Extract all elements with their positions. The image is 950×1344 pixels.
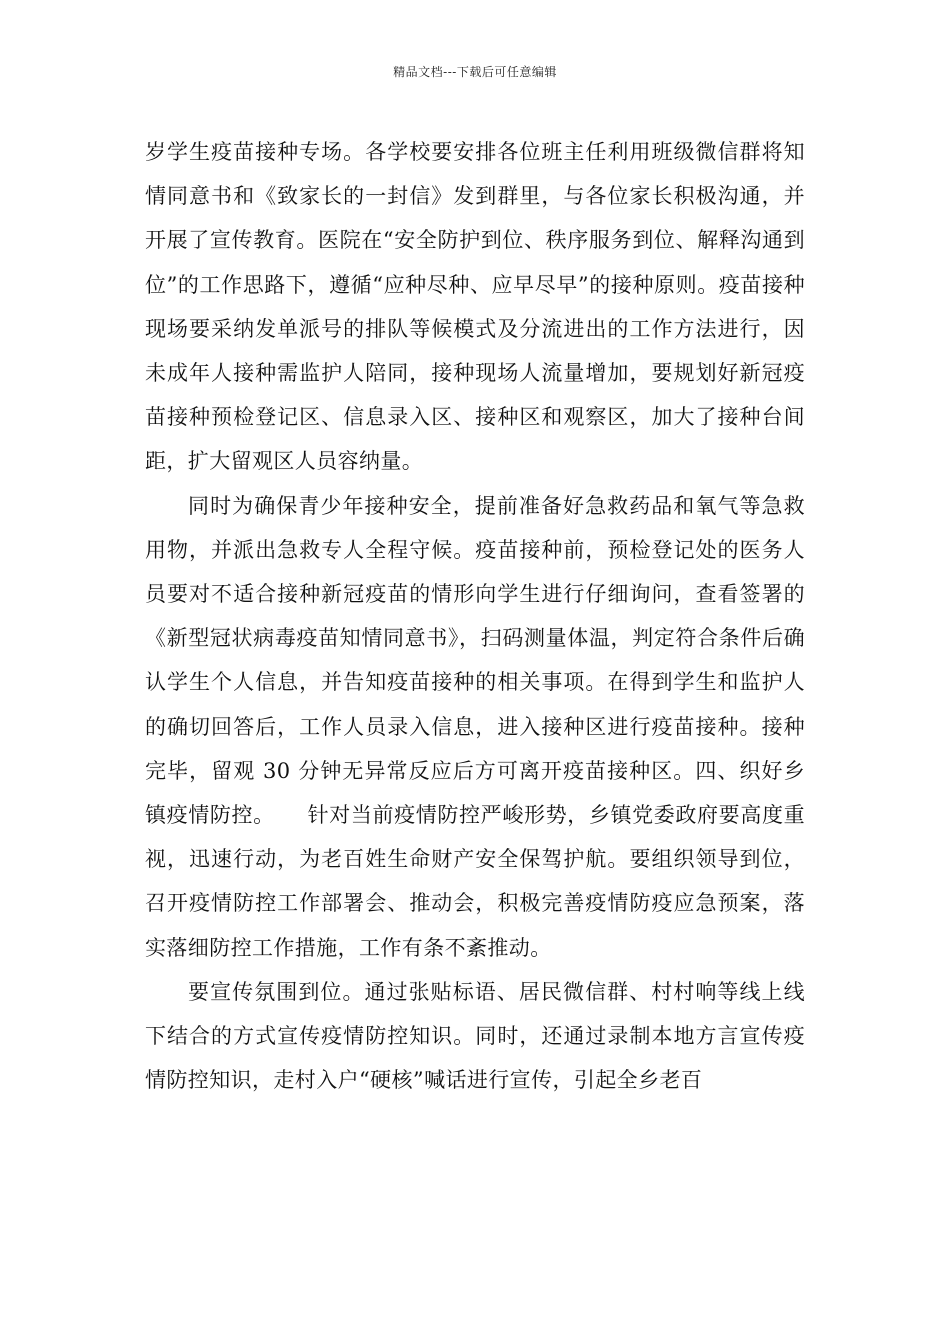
paragraph-3: 要宣传氛围到位。通过张贴标语、居民微信群、村村响等线上线下结合的方式宣传疫情防控知识。同时，还通过录制本地方言宣传疫情防控知识，走村入户“硬核”喊话进行宣传，引起全乡老百 (145, 979, 805, 1093)
document-body (145, 130, 805, 1102)
paragraph-2: 同时为确保青少年接种安全，提前准备好急救药品和氧气等急救用物，并派出急救专人全程守候。疫苗接种前，预检登记处的医务人员要对不适合接种新冠疫苗的情形向学生进行仔细询问，查看签署的《新型冠状病毒疫苗知情同意书》，扫码测量体温，判定符合条件后确认学生个人信息，并告知疫苗接种的相关事项。在得到学生和监护人的确切回答后，工作人员录入信息，进入接种区进行疫苗接种。接种完毕，留观 30 分钟无异常反应后方可离开疫苗接种区。四、织好乡镇疫情防控。 针对当前疫情防控严峻形势，乡镇党委政府要高度重视，迅速行动，为老百姓生命财产安全保驾护航。要组织领导到位，召开疫情防控工作部署会、推动会，积极完善疫情防疫应急预案，落实落细防控工作措施，工作有条不紊推动。 (145, 493, 805, 960)
page-header: 精品文档---下载后可任意编辑 (393, 65, 557, 79)
paragraph-1: 岁学生疫苗接种专场。各学校要安排各位班主任利用班级微信群将知情同意书和《致家长的一封信》发到群里，与各位家长积极沟通，并开展了宣传教育。医院在“安全防护到位、秩序服务到位、解释沟通到位”的工作思路下，遵循“应种尽种、应早尽早”的接种原则。疫苗接种现场要采纳发单派号的排队等候模式及分流进出的工作方法进行，因未成年人接种需监护人陪同，接种现场人流量增加，要规划好新冠疫苗接种预检登记区、信息录入区、接种区和观察区，加大了接种台间距，扩大留观区人员容纳量。 (145, 140, 805, 474)
